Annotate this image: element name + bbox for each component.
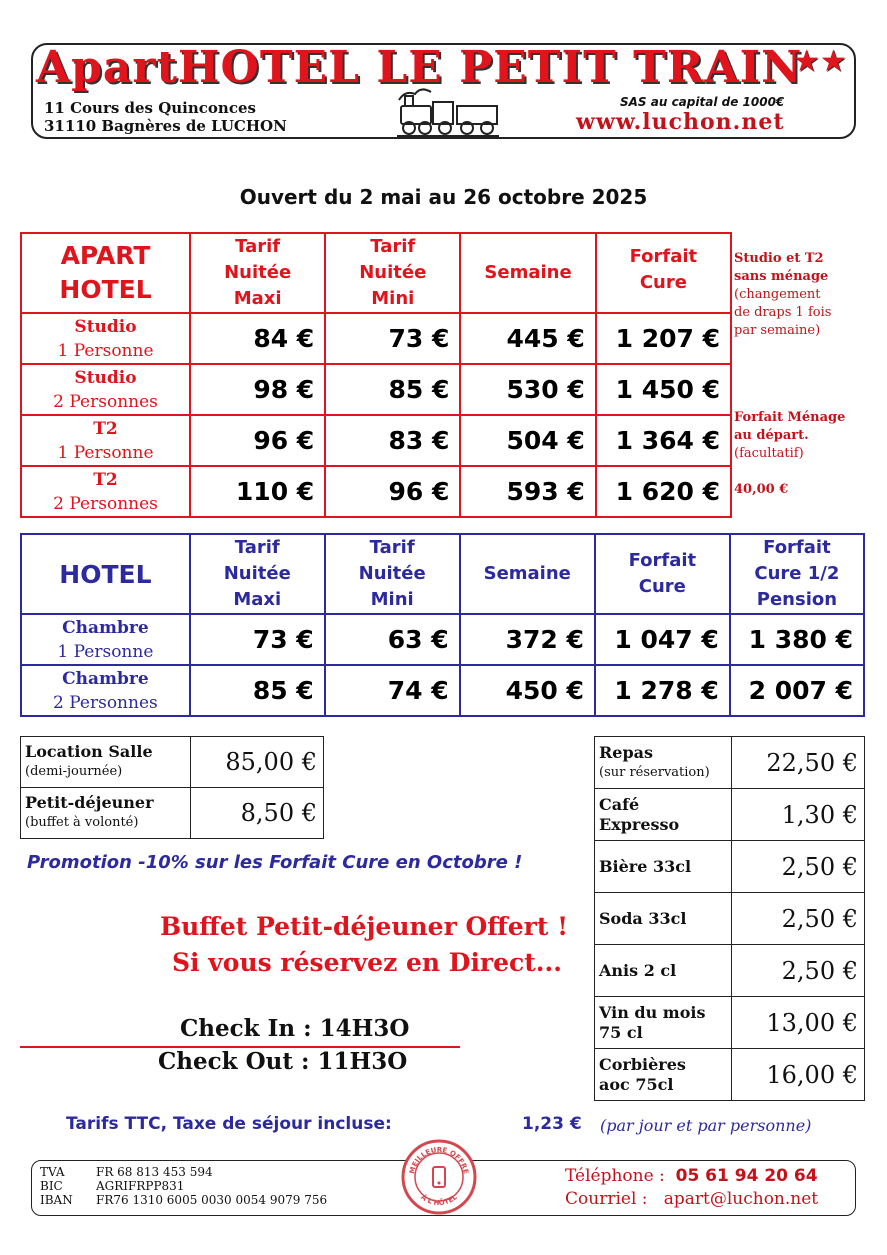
table-row	[21, 665, 864, 716]
col-tarif-mini: Tarif Nuitée Mini	[325, 233, 460, 313]
row-label: Chambre 2 Personnes	[21, 665, 190, 716]
col-forfait-cure: Forfait Cure	[595, 534, 730, 614]
note-forfait-menage: Forfait Ménage au départ. (facultatif)	[734, 410, 846, 461]
price-semaine: 530 €	[460, 364, 595, 415]
email-address[interactable]: apart@luchon.net	[663, 1189, 819, 1209]
col-semaine: Semaine	[460, 534, 595, 614]
price-cure: 1 620 €	[596, 466, 731, 517]
extra-label: Petit-déjeuner (buffet à volonté)	[21, 788, 191, 839]
drink-price: 2,50 €	[732, 945, 865, 997]
price-cure: 1 364 €	[596, 415, 731, 466]
price-maxi: 85 €	[190, 665, 325, 716]
table-row	[595, 893, 865, 945]
email-line: Courriel : apart@luchon.net	[565, 1189, 819, 1209]
table-row	[21, 466, 731, 517]
price-mini: 73 €	[325, 313, 460, 364]
row-label: Chambre 1 Personne	[21, 614, 190, 665]
tax-note: (par jour et par personne)	[600, 1116, 812, 1135]
note-sans-menage: Studio et T2 sans ménage (changement de draps 1 fois par semaine)	[734, 251, 832, 338]
price-maxi: 84 €	[190, 313, 325, 364]
drink-price: 2,50 €	[732, 841, 865, 893]
row-label: T2 2 Personnes	[21, 466, 190, 517]
table-row	[595, 1049, 865, 1101]
row-label: Studio 1 Personne	[21, 313, 190, 364]
price-semaine: 372 €	[460, 614, 595, 665]
price-semaine: 450 €	[460, 665, 595, 716]
price-semaine: 504 €	[460, 415, 595, 466]
address-city: 31110 Bagnères de LUCHON	[44, 117, 287, 135]
table-row	[595, 737, 865, 789]
table-row	[21, 788, 324, 839]
check-in-time: Check In : 14H3O	[180, 1015, 410, 1042]
company-capital: SAS au capital de 1000€	[620, 95, 785, 109]
hotel-price-table	[20, 533, 865, 717]
price-semaine: 593 €	[460, 466, 595, 517]
rating-stars: ★★	[793, 44, 847, 79]
drink-label: Repas (sur réservation)	[595, 737, 732, 789]
buffet-offer: Buffet Petit-déjeuner Offert !	[160, 912, 569, 941]
drinks-table	[594, 736, 865, 1101]
drink-price: 16,00 €	[732, 1049, 865, 1101]
price-cure: 1 450 €	[596, 364, 731, 415]
table-row	[595, 789, 865, 841]
price-cure: 1 207 €	[596, 313, 731, 364]
extra-price: 8,50 €	[191, 788, 324, 839]
svg-text:À L'HÔTEL: À L'HÔTEL	[419, 1193, 459, 1208]
drink-price: 1,30 €	[732, 789, 865, 841]
table-row	[595, 841, 865, 893]
price-maxi: 73 €	[190, 614, 325, 665]
col-semaine: Semaine	[460, 233, 595, 313]
note-menage-price: 40,00 €	[734, 482, 789, 497]
drink-label: Vin du mois 75 cl	[595, 997, 732, 1049]
drink-label: Soda 33cl	[595, 893, 732, 945]
price-mini: 74 €	[325, 665, 460, 716]
price-mini: 63 €	[325, 614, 460, 665]
best-offer-badge-icon	[400, 1138, 478, 1216]
drink-price: 2,50 €	[732, 893, 865, 945]
tax-value: 1,23 €	[522, 1114, 582, 1134]
col-forfait-cure: Forfait Cure	[596, 233, 731, 313]
promotion-text: Promotion -10% sur les Forfait Cure en Octobre !	[27, 852, 523, 873]
drink-label: Anis 2 cl	[595, 945, 732, 997]
extra-label: Location Salle (demi-journée)	[21, 737, 191, 788]
col-tarif-mini: Tarif Nuitée Mini	[325, 534, 460, 614]
address-street: 11 Cours des Quinconces	[44, 99, 256, 117]
table-row	[595, 997, 865, 1049]
drink-label: Bière 33cl	[595, 841, 732, 893]
season-dates: Ouvert du 2 mai au 26 octobre 2025	[239, 185, 648, 209]
extras-table	[20, 736, 324, 839]
row-label: Studio 2 Personnes	[21, 364, 190, 415]
price-demi-pension: 2 007 €	[730, 665, 864, 716]
phone-line: Téléphone : 05 61 94 20 64	[565, 1166, 818, 1186]
table-row	[21, 313, 731, 364]
svg-text:MEILLEURE OFFRE: MEILLEURE OFFRE	[408, 1145, 470, 1175]
price-cure: 1 047 €	[595, 614, 730, 665]
price-mini: 83 €	[325, 415, 460, 466]
price-demi-pension: 1 380 €	[730, 614, 864, 665]
table-row	[21, 737, 324, 788]
row-label: T2 1 Personne	[21, 415, 190, 466]
col-tarif-maxi: Tarif Nuitée Maxi	[190, 233, 325, 313]
tax-label: Tarifs TTC, Taxe de séjour incluse:	[66, 1114, 392, 1134]
price-maxi: 110 €	[190, 466, 325, 517]
price-mini: 85 €	[325, 364, 460, 415]
drink-label: Café Expresso	[595, 789, 732, 841]
price-semaine: 445 €	[460, 313, 595, 364]
aparthotel-price-table	[20, 232, 732, 518]
buffet-condition: Si vous réservez en Direct...	[172, 948, 562, 977]
train-icon	[393, 86, 503, 138]
price-cure: 1 278 €	[595, 665, 730, 716]
table-row	[21, 364, 731, 415]
price-mini: 96 €	[325, 466, 460, 517]
drink-price: 13,00 €	[732, 997, 865, 1049]
hotel-title: HOTEL	[21, 534, 190, 614]
table-row	[21, 614, 864, 665]
drink-price: 22,50 €	[732, 737, 865, 789]
check-out-time: Check Out : 11H3O	[158, 1048, 408, 1075]
col-forfait-demi-pension: Forfait Cure 1/2 Pension	[730, 534, 864, 614]
price-maxi: 96 €	[190, 415, 325, 466]
table-row	[595, 945, 865, 997]
website-link[interactable]: www.luchon.net	[576, 109, 785, 135]
table-row	[21, 415, 731, 466]
phone-number[interactable]: 05 61 94 20 64	[675, 1166, 818, 1186]
aparthotel-title: APART HOTEL	[21, 233, 190, 313]
price-maxi: 98 €	[190, 364, 325, 415]
drink-label: Corbières aoc 75cl	[595, 1049, 732, 1101]
extra-price: 85,00 €	[191, 737, 324, 788]
col-tarif-maxi: Tarif Nuitée Maxi	[190, 534, 325, 614]
bank-details: TVA FR 68 813 453 594 BIC AGRIFRPP831 IBAN FR76 1310 6005 0030 0054 9079 756	[40, 1165, 328, 1207]
brand-title: ApartHOTEL LE PETIT TRAIN	[36, 42, 803, 93]
